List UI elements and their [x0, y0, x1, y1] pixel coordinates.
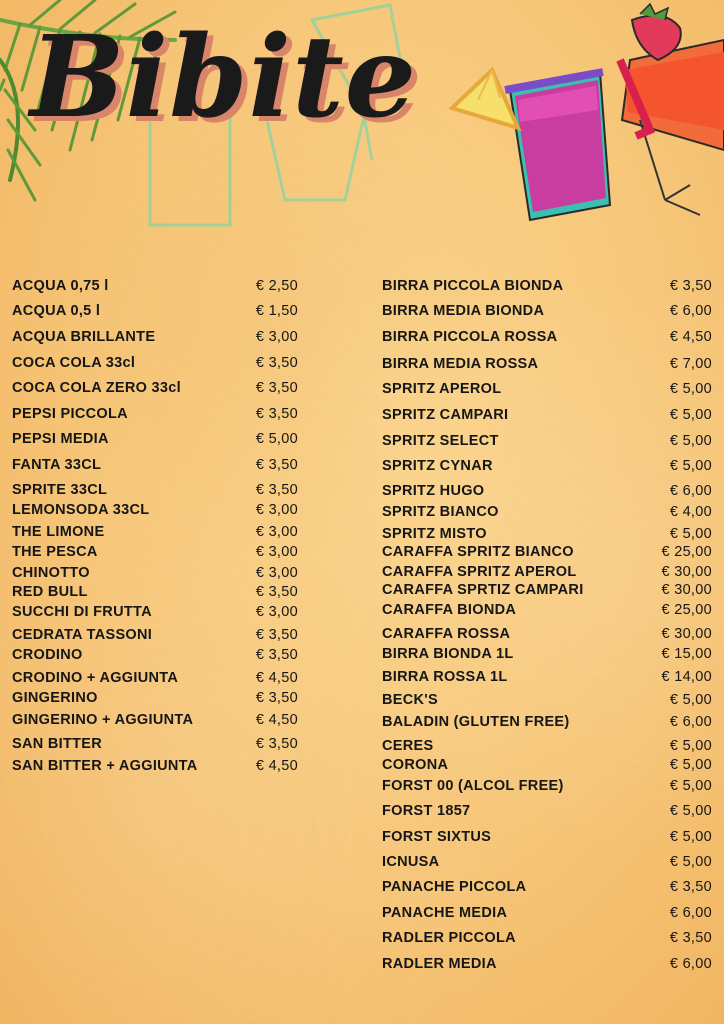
menu-item-name: ACQUA 0,75 l	[12, 278, 109, 294]
menu-item-name: SPRITZ HUGO	[382, 483, 485, 499]
menu-item-price: € 3,50	[255, 584, 298, 600]
menu-item-price: € 3,50	[255, 690, 298, 706]
menu-item	[12, 431, 298, 447]
menu-item-price: € 14,00	[661, 669, 712, 685]
menu-item	[12, 584, 298, 600]
menu-item-price: € 1,50	[255, 303, 298, 319]
menu-item-price: € 3,50	[255, 482, 298, 498]
menu-item	[382, 483, 712, 499]
menu-item-price: € 3,50	[255, 355, 298, 371]
menu-item-name: FORST 00 (ALCOL FREE)	[382, 778, 564, 794]
menu-item-name: RADLER PICCOLA	[382, 930, 516, 946]
menu-item	[382, 854, 712, 870]
menu-item	[12, 482, 298, 498]
menu-item-name: SAN BITTER	[12, 736, 102, 752]
menu-item	[382, 879, 712, 895]
lemon-wedge-icon	[452, 70, 518, 128]
menu-item	[12, 355, 298, 371]
menu-item	[382, 646, 712, 662]
menu-item-price: € 5,00	[669, 433, 712, 449]
menu-item	[12, 565, 298, 581]
menu-item-price: € 4,50	[255, 670, 298, 686]
menu-item-name: RED BULL	[12, 584, 88, 600]
menu-item	[12, 604, 298, 620]
menu-item-price: € 30,00	[661, 626, 712, 642]
menu-item	[382, 956, 712, 972]
menu-item	[12, 278, 298, 294]
menu-item-name: CEDRATA TASSONI	[12, 627, 153, 643]
menu-item	[12, 406, 298, 422]
menu-item-name: SPRITZ CYNAR	[382, 458, 493, 474]
menu-item-price: € 5,00	[669, 829, 712, 845]
menu-item-price: € 5,00	[255, 431, 298, 447]
menu-item	[12, 502, 298, 518]
menu-item-price: € 3,50	[255, 457, 298, 473]
menu-item	[382, 356, 712, 372]
menu-item	[12, 329, 298, 345]
menu-item	[382, 803, 712, 819]
menu-item-price: € 5,00	[669, 526, 712, 542]
menu-item	[382, 602, 712, 618]
menu-item-name: PANACHE MEDIA	[382, 905, 508, 921]
menu-item-name: THE LIMONE	[12, 524, 105, 540]
menu-item	[382, 544, 712, 560]
menu-item	[382, 381, 712, 397]
menu-item-name: PEPSI MEDIA	[12, 431, 109, 447]
menu-item-price: € 5,00	[669, 692, 712, 708]
menu-item	[382, 757, 712, 773]
menu-item-price: € 6,00	[669, 714, 712, 730]
menu-item-name: SPRITZ MISTO	[382, 526, 487, 542]
menu-item-price: € 5,00	[669, 458, 712, 474]
menu-item-price: € 3,00	[255, 329, 298, 345]
menu-item	[382, 564, 712, 580]
menu-item-name: FORST SIXTUS	[382, 829, 492, 845]
menu-item-name: FORST 1857	[382, 803, 471, 819]
menu-item-price: € 5,00	[669, 778, 712, 794]
menu-item-price: € 3,00	[255, 524, 298, 540]
menu-item-name: CORONA	[382, 757, 449, 773]
menu-item-name: SPRITZ CAMPARI	[382, 407, 509, 423]
menu-item	[382, 829, 712, 845]
menu-item-price: € 5,00	[669, 803, 712, 819]
menu-item	[12, 712, 298, 728]
menu-item-name: CARAFFA ROSSA	[382, 626, 511, 642]
menu-item-price: € 2,50	[255, 278, 298, 294]
menu-item-price: € 3,50	[255, 736, 298, 752]
menu-item	[382, 303, 712, 319]
menu-item-price: € 25,00	[661, 602, 712, 618]
menu-item	[12, 736, 298, 752]
menu-item	[382, 669, 712, 685]
menu-item	[382, 714, 712, 730]
menu-item-price: € 6,00	[669, 303, 712, 319]
menu-item	[382, 930, 712, 946]
menu-item-name: CRODINO + AGGIUNTA	[12, 670, 179, 686]
menu-item	[12, 380, 298, 396]
menu-item	[12, 303, 298, 319]
menu-item-price: € 30,00	[661, 582, 712, 598]
menu-item	[382, 407, 712, 423]
menu-item-name: BIRRA PICCOLA ROSSA	[382, 329, 558, 345]
menu-item-name: SAN BITTER + AGGIUNTA	[12, 758, 198, 774]
menu-item-name: PEPSI PICCOLA	[12, 406, 128, 422]
menu-item	[12, 647, 298, 663]
menu-item-price: € 3,00	[255, 544, 298, 560]
menu-item-name: BIRRA BIONDA 1L	[382, 646, 514, 662]
menu-item-name: ACQUA 0,5 l	[12, 303, 101, 319]
menu-item-name: PANACHE PICCOLA	[382, 879, 527, 895]
menu-item-name: GINGERINO	[12, 690, 98, 706]
cocktail-glass-icon	[620, 40, 724, 215]
menu-item-price: € 3,50	[255, 380, 298, 396]
menu-item-name: BIRRA PICCOLA BIONDA	[382, 278, 564, 294]
menu-item-name: LEMONSODA 33CL	[12, 502, 150, 518]
menu-item-name: BECK'S	[382, 692, 439, 708]
menu-item-price: € 5,00	[669, 381, 712, 397]
cocktail-glass-icon	[505, 72, 610, 220]
menu-item	[382, 778, 712, 794]
menu-item-price: € 3,50	[669, 930, 712, 946]
menu-item-name: BIRRA MEDIA BIONDA	[382, 303, 545, 319]
menu-item-price: € 15,00	[661, 646, 712, 662]
menu-item-price: € 4,00	[669, 504, 712, 520]
menu-item-price: € 3,00	[255, 604, 298, 620]
menu-item-price: € 5,00	[669, 407, 712, 423]
menu-item	[12, 627, 298, 643]
menu-item-price: € 6,00	[669, 956, 712, 972]
menu-item	[382, 738, 712, 754]
menu-item	[382, 278, 712, 294]
menu-item-price: € 3,50	[669, 278, 712, 294]
menu-item-name: FANTA 33CL	[12, 457, 102, 473]
menu-item	[382, 458, 712, 474]
menu-item-price: € 30,00	[661, 564, 712, 580]
menu-item	[382, 582, 712, 598]
menu-item-name: CERES	[382, 738, 434, 754]
menu-item-name: BIRRA ROSSA 1L	[382, 669, 508, 685]
menu-item-price: € 4,50	[255, 758, 298, 774]
menu-item-price: € 25,00	[661, 544, 712, 560]
menu-item-name: ICNUSA	[382, 854, 440, 870]
menu-item-name: CARAFFA SPRITZ BIANCO	[382, 544, 574, 560]
menu-item	[12, 524, 298, 540]
menu-item-name: CARAFFA BIONDA	[382, 602, 517, 618]
menu-item-name: CARAFFA SPRITZ APEROL	[382, 564, 577, 580]
menu-item	[12, 457, 298, 473]
menu-item	[12, 544, 298, 560]
menu-item	[12, 690, 298, 706]
menu-item-name: BIRRA MEDIA ROSSA	[382, 356, 539, 372]
menu-item-price: € 3,50	[255, 647, 298, 663]
menu-item	[382, 905, 712, 921]
menu-item-name: RADLER MEDIA	[382, 956, 497, 972]
menu-item-name: SPRITZ APEROL	[382, 381, 502, 397]
menu-item-price: € 3,00	[255, 565, 298, 581]
menu-item-name: SPRITZ SELECT	[382, 433, 499, 449]
menu-item-name: COCA COLA ZERO 33cl	[12, 380, 181, 396]
menu-item-price: € 5,00	[669, 757, 712, 773]
menu-item-price: € 4,50	[669, 329, 712, 345]
menu-item-name: SPRITE 33CL	[12, 482, 108, 498]
menu-item-name: BALADIN (GLUTEN FREE)	[382, 714, 570, 730]
menu-item	[382, 433, 712, 449]
menu-item-name: CRODINO	[12, 647, 83, 663]
menu-item-name: COCA COLA 33cl	[12, 355, 136, 371]
menu-item	[382, 692, 712, 708]
menu-item-name: CARAFFA SPRTIZ CAMPARI	[382, 582, 584, 598]
menu-item	[382, 626, 712, 642]
menu-item-price: € 3,50	[669, 879, 712, 895]
menu-item-price: € 6,00	[669, 905, 712, 921]
menu-item-price: € 3,50	[255, 627, 298, 643]
menu-item	[382, 526, 712, 542]
menu-item-price: € 5,00	[669, 854, 712, 870]
menu-item	[12, 670, 298, 686]
menu-item-name: THE PESCA	[12, 544, 98, 560]
menu-item-name: SPRITZ BIANCO	[382, 504, 499, 520]
page-title: Bibite	[30, 12, 418, 143]
menu-item-price: € 5,00	[669, 738, 712, 754]
menu-item-price: € 4,50	[255, 712, 298, 728]
menu-item	[382, 329, 712, 345]
menu-item-name: SUCCHI DI FRUTTA	[12, 604, 152, 620]
menu-item-price: € 7,00	[669, 356, 712, 372]
menu-item-name: ACQUA BRILLANTE	[12, 329, 156, 345]
menu-item	[382, 504, 712, 520]
menu-item	[12, 758, 298, 774]
menu-item-name: GINGERINO + AGGIUNTA	[12, 712, 194, 728]
menu-item-name: CHINOTTO	[12, 565, 90, 581]
menu-item-price: € 3,00	[255, 502, 298, 518]
menu-item-price: € 3,50	[255, 406, 298, 422]
menu-item-price: € 6,00	[669, 483, 712, 499]
